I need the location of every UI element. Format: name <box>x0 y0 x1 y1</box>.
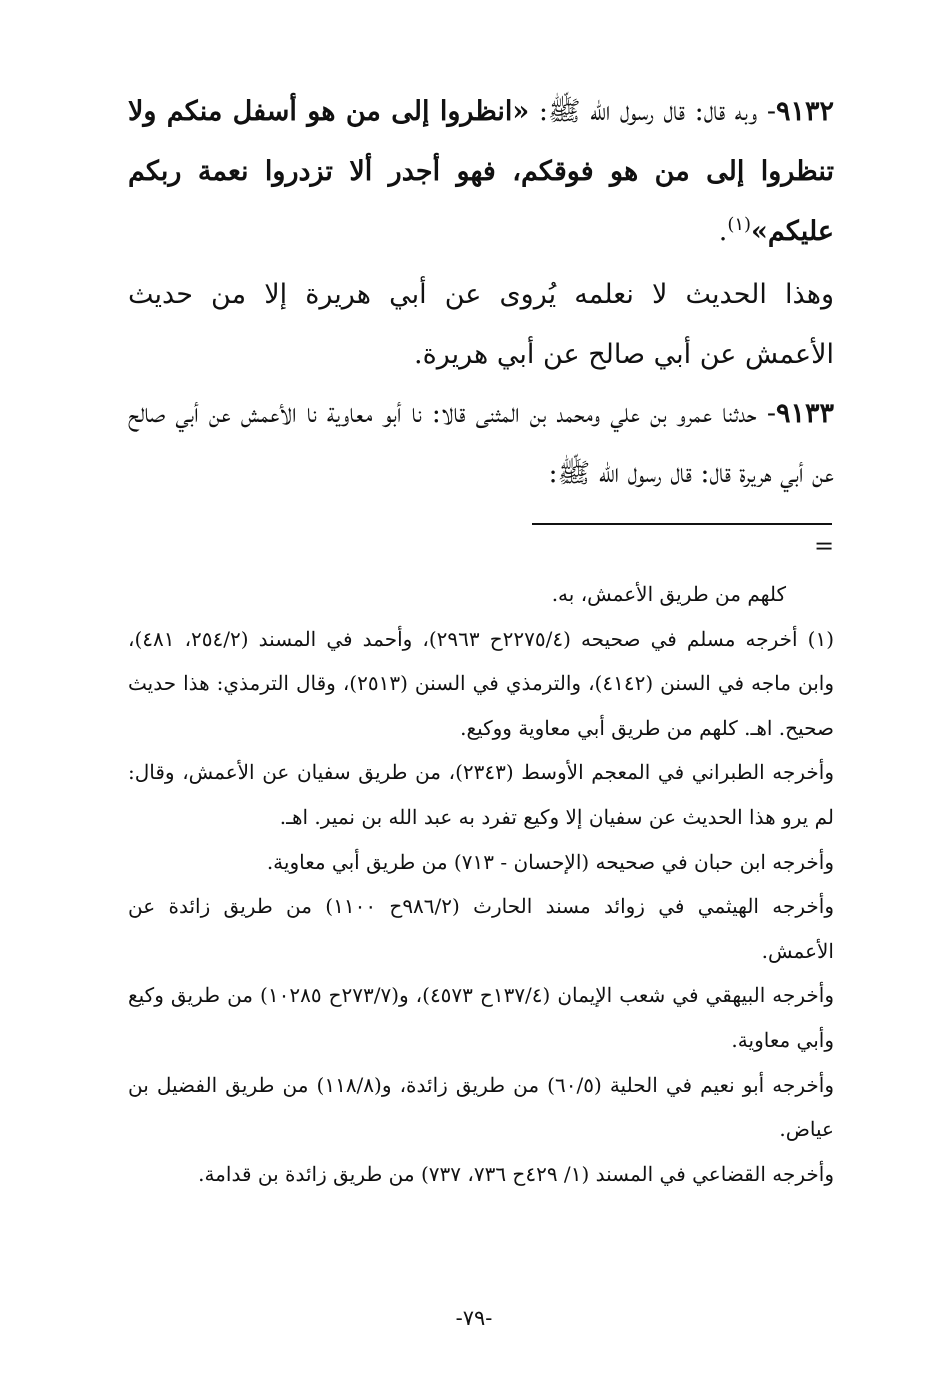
footnote-1 <box>128 617 834 751</box>
footnote-number: (١) <box>807 626 834 651</box>
footnote-reference[interactable]: (١) <box>727 214 752 235</box>
hadith-dash: - <box>766 96 776 127</box>
hadith-paragraph <box>128 82 834 262</box>
hadith-intro: وبه قال: قال رسول الله ﷺ: <box>529 96 767 127</box>
continuation-mark: = <box>814 532 835 560</box>
footnote-line: وأخرجه أبو نعيم في الحلية (٦٠/٥) من طريق زائدة، و(١١٨/٨) من طريق الفضيل بن عياض. <box>128 1072 834 1142</box>
hadith-quote: «انظروا إلى من هو أسفل منكم ولا تنظروا إلى من هو فوقكم، فهو أجدر ألا تزدروا نعمة ربكم عليكم» <box>128 96 834 247</box>
hadith-paragraph <box>128 384 834 504</box>
footnote-line: وأخرجه الطبراني في المعجم الأوسط (٢٣٤٣)، من طريق سفيان عن الأعمش، وقال: لم يرو هذا الحديث عن سفيان إلا وكيع تفرد به عبد الله بن نمير. اهـ. <box>128 760 834 829</box>
hadith-9132 <box>128 82 834 262</box>
page-number: -٧٩- <box>455 1306 493 1330</box>
footnote-separator <box>532 523 832 525</box>
commentary <box>128 265 834 385</box>
hadith-dash: - <box>766 398 776 429</box>
hadith-9133 <box>128 384 834 504</box>
hadith-number: ٩١٣٣ <box>775 398 834 429</box>
hadith-text: حدثنا عمرو بن علي ومحمد بن المثنى قالا: نا أبو معاوية نا الأعمش عن أبي صالح عن أبي هريرة قال: قال رسول الله ﷺ: <box>128 398 834 489</box>
footnote-line: وأخرجه القضاعي في المسند (١/ ٤٢٩ح ٧٣٦، ٧٣٧) من طريق زائدة بن قدامة. <box>198 1161 834 1186</box>
footnotes <box>128 572 834 1196</box>
footnote-continuation: كلهم من طريق الأعمش، به. <box>551 582 786 606</box>
hadith-number: ٩١٣٢ <box>776 96 835 127</box>
footnote-text: أخرجه مسلم في صحيحه (٢٢٧٥/٤ح ٢٩٦٣)، وأحمد في المسند (٢٥٤/٢، ٤٨١)، وابن ماجه في السنن (٤١٤٢)، والترمذي في السنن (٢٥١٣)، وقال الترمذي: هذا حديث صحيح. اهـ. كلهم من طريق أبي معاوية ووكيع. <box>128 626 834 740</box>
hadith-end: . <box>718 216 728 247</box>
commentary-text: وهذا الحديث لا نعلمه يُروى عن أبي هريرة إلا من حديث الأعمش عن أبي صالح عن أبي هريرة. <box>128 279 834 370</box>
footnote-line: وأخرجه البيهقي في شعب الإيمان (١٣٧/٤ح ٤٥٧٣)، و(٢٧٣/٧ح ١٠٢٨٥) من طريق وكيع وأبي معاوية. <box>128 983 834 1052</box>
footnote-line: وأخرجه ابن حبان في صحيحه (الإحسان - ٧١٣) من طريق أبي معاوية. <box>266 849 834 874</box>
footnote-line: وأخرجه الهيثمي في زوائد مسند الحارث (٩٨٦/٢ح ١١٠٠) من طريق زائدة عن الأعمش. <box>128 894 834 963</box>
